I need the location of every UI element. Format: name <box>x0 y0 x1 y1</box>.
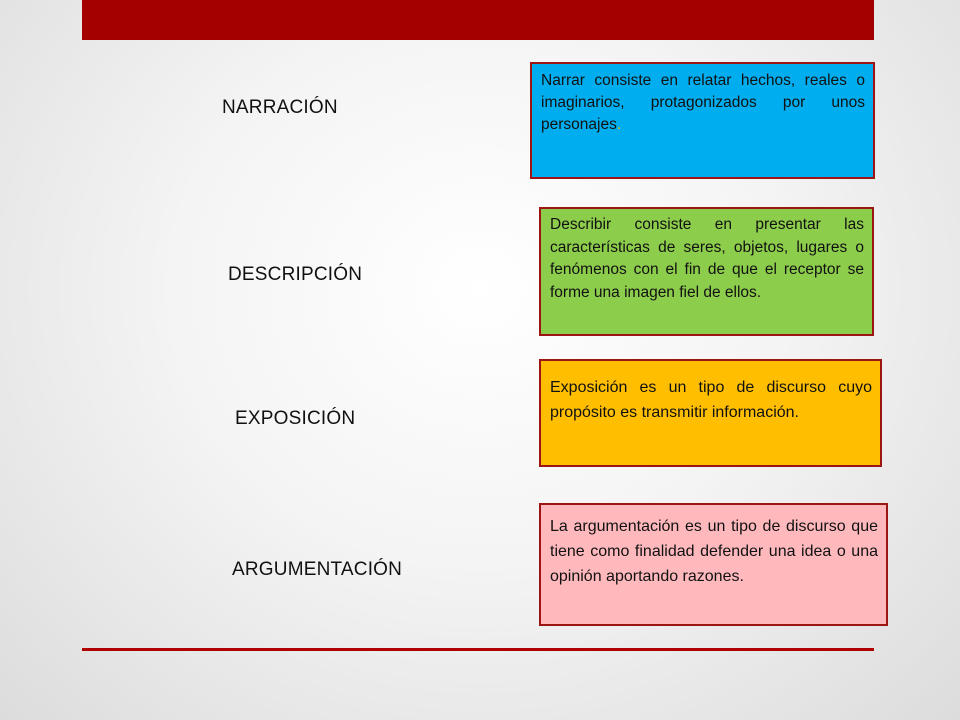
definition-narracion-period: . <box>616 116 622 133</box>
term-exposicion: EXPOSICIÓN <box>235 408 356 429</box>
top-accent-bar <box>82 0 874 40</box>
definition-text-narracion <box>541 70 865 136</box>
bottom-accent-line <box>82 648 874 651</box>
definition-text-exposicion: Exposición es un tipo de discurso cuyo propósito es transmitir información. <box>550 379 872 421</box>
definition-box-exposicion <box>539 359 882 467</box>
definition-box-argumentacion <box>539 503 888 626</box>
term-narracion: NARRACIÓN <box>222 97 338 118</box>
term-descripcion: DESCRIPCIÓN <box>228 264 363 285</box>
definition-text-argumentacion: La argumentación es un tipo de discurso que tiene como finalidad defender una idea o una opinión aportando razones. <box>550 518 878 585</box>
definition-text-descripcion: Describir consiste en presentar las características de seres, objetos, lugares o fenómenos con el fin de que el receptor se forme una imagen fiel de ellos. <box>550 216 864 301</box>
definition-box-narracion <box>530 62 875 179</box>
term-argumentacion: ARGUMENTACIÓN <box>232 559 403 580</box>
definition-box-descripcion <box>539 207 874 336</box>
definition-narracion-body: Narrar consiste en relatar hechos, reales o imaginarios, protagonizados por unos personajes <box>541 72 865 133</box>
